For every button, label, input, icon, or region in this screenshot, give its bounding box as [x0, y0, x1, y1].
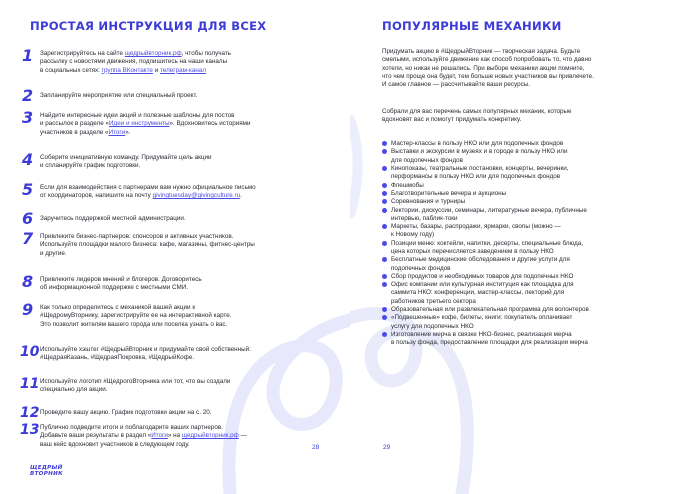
inline-link[interactable]: Итоги: [108, 128, 126, 136]
inline-link[interactable]: givingtuesday@givingculture.ru: [152, 192, 241, 200]
mechanic-item: Флешмобы: [382, 182, 692, 190]
logo-line: ВТОРНИК: [30, 471, 63, 478]
bullet-icon: [382, 315, 387, 320]
step-number: 9: [22, 300, 34, 319]
step-text: Проведите вашу акцию. График подготовки акции на с. 20.: [40, 409, 212, 416]
step-number: 7: [22, 229, 34, 248]
step-text: Используйте логотип #ЩедрогоВторника или тот, что вы создали специально для акции.: [40, 378, 231, 394]
bullet-icon: [382, 199, 387, 204]
step-number: 3: [22, 108, 34, 127]
step-number: 12: [20, 405, 40, 421]
page-title: ПРОСТАЯ ИНСТРУКЦИЯ ДЛЯ ВСЕХ: [30, 19, 267, 33]
mechanic-item: Изготовление мерча в связке НКО-бизнес, реализация мерча в пользу фонда, предоставление площадки для реализации мерча: [382, 331, 692, 347]
bullet-icon: [382, 257, 387, 262]
mechanics-list: [382, 140, 692, 348]
intro-paragraph-2: Собрали для вас перечень самых популярных механик, которые вдохновят вас и помогут придумать конкретику.: [382, 108, 572, 124]
step-text: Заручитесь поддержкой местной администрации.: [40, 215, 186, 222]
step-text: Используйте хэштег #ЩедрыйВторник и придумайте свой собственный: #ЩедраяКазань, #ЩедраяПокровка, #ЩедрыйКофе.: [40, 346, 251, 362]
right-page: [350, 0, 700, 494]
step-number: 10: [20, 344, 40, 360]
inline-link[interactable]: Итоги: [151, 432, 168, 440]
page-title: ПОПУЛЯРНЫЕ МЕХАНИКИ: [382, 19, 562, 33]
mechanic-item: Благотворительные вечера и аукционы: [382, 190, 692, 198]
step-number: 8: [22, 272, 34, 291]
step-number: 6: [22, 209, 34, 228]
brand-logo: [30, 465, 70, 481]
step-text: Привлеките бизнес-партнеров: спонсоров и активных участников. Используйте площадки малого бизнеса: кафе, магазины, фитнес-центры и другие.: [40, 233, 255, 257]
mechanic-item: «Подвешенные» кофе, билеты, книги: покупатель оплачивает услугу для подопечных НКО: [382, 314, 692, 330]
bullet-icon: [382, 307, 387, 312]
step-number: 4: [22, 150, 34, 169]
inline-link[interactable]: щедрыйвторник.рф: [181, 432, 239, 440]
bullet-icon: [382, 149, 387, 154]
step-number: 2: [22, 86, 34, 105]
mechanic-item: Офис компании или культурная институция как площадка для саммита НКО: конференции, мастер-классы, лекторий для работников третьего сектора: [382, 281, 692, 305]
bullet-icon: [382, 166, 387, 171]
step-text: Запланируйте мероприятие или специальный проект.: [40, 92, 198, 99]
bullet-icon: [382, 191, 387, 196]
step-text: Как только определитесь с механикой вашей акции к #ЩедромуВторнику, зарегистрируйте ее на интерактивной карте. Это позволит жителям вашего города или поселка узнать о вас.: [40, 304, 232, 328]
mechanic-item: Лектории, дискуссии, семинары, литературные вечера, публичные интервью, паблик-токи: [382, 207, 692, 223]
page-number: 29: [383, 444, 391, 451]
bullet-icon: [382, 141, 387, 146]
step-number: 13: [20, 422, 40, 438]
mechanic-item: Позиции меню: коктейли, напитки, десерты, специальные блюда, цена которых перечисляется заведением в пользу НКО: [382, 240, 692, 256]
logo-line: ЩЕДРЫЙ: [30, 465, 63, 471]
inline-link[interactable]: щедрыйвторник.рф: [124, 50, 182, 57]
intro-paragraph: Придумать акцию в #ЩедрыйВторник — творческая задача. Будьте смелыми, используйте движение как способ попробовать то, что давно хотели, но никак не решались. При выборе механики акции помните, что чем проще она будет, тем больше новых участников вы привлечете. И самое главное — рассчитывайте ваши ресурсы.: [382, 48, 594, 89]
mechanic-item: Сбор продуктов и необходимых товаров для подопечных НКО: [382, 273, 692, 281]
bullet-icon: [382, 183, 387, 188]
step-text: Найдите интересные идеи акций и полезные шаблоны для постов и рассылок в разделе «Идеи и инструменты». Вдохновитесь историями участников в разделе «Итоги».: [40, 112, 251, 136]
bullet-icon: [382, 274, 387, 279]
mechanic-item: Кинопоказы, театральные постановки, концерты, вечеринки, перформансы в пользу НКО или для подопечных фондов: [382, 165, 692, 181]
step-text: Публично подведите итоги и поблагодарите ваших партнеров. Добавьте ваши результаты в раздел «Итоги» на щедрыйвторник.рф — ваш кейс вдохновит участников в следующем году.: [40, 424, 247, 448]
step-number: 5: [22, 180, 34, 199]
bullet-icon: [382, 241, 387, 246]
mechanic-item: Маркеты, базары, распродажи, ярмарки, свопы (можно — к Новому году): [382, 223, 692, 239]
bullet-icon: [382, 224, 387, 229]
step-text: Если для взаимодействия с партнерами вам нужно официальное письмо от координаторов, напишите на почту givingtuesday@givingculture.ru.: [40, 184, 256, 200]
inline-link[interactable]: Идеи и инструменты: [109, 120, 170, 128]
mechanic-item: Выставки и экскурсии в музеях и в городе в пользу НКО или для подопечных фондов: [382, 148, 692, 164]
bullet-icon: [382, 208, 387, 213]
mechanic-item: Мастер-классы в пользу НКО или для подопечных фондов: [382, 140, 692, 148]
step-number: 1: [22, 46, 34, 65]
bullet-icon: [382, 282, 387, 287]
mechanic-item: Образовательная или развлекательная программа для волонтеров: [382, 306, 692, 314]
bullet-icon: [382, 332, 387, 337]
inline-link[interactable]: телеграм-канал: [159, 66, 207, 74]
step-text: Соберите инициативную команду. Придумайте цель акции и спланируйте график подготовки.: [40, 154, 212, 170]
step-text: Привлеките лидеров мнений и блогеров. Договоритесь об информационной поддержке с местными СМИ.: [40, 276, 202, 292]
step-number: 11: [20, 376, 40, 392]
mechanic-item: Соревнования и турниры: [382, 198, 692, 206]
page-number: 28: [312, 444, 320, 451]
inline-link[interactable]: группа ВКонтакте: [101, 66, 153, 74]
mechanic-item: Бесплатные медицинские обследования и другие услуги для подопечных фондов: [382, 256, 692, 272]
step-text: Зарегистрируйтесь на сайте щедрыйвторник.рф, чтобы получать рассылку с новостями движения, подпишитесь на наши каналы в социальных сетях: группа ВКонтакте и телеграм-канал: [40, 50, 232, 74]
